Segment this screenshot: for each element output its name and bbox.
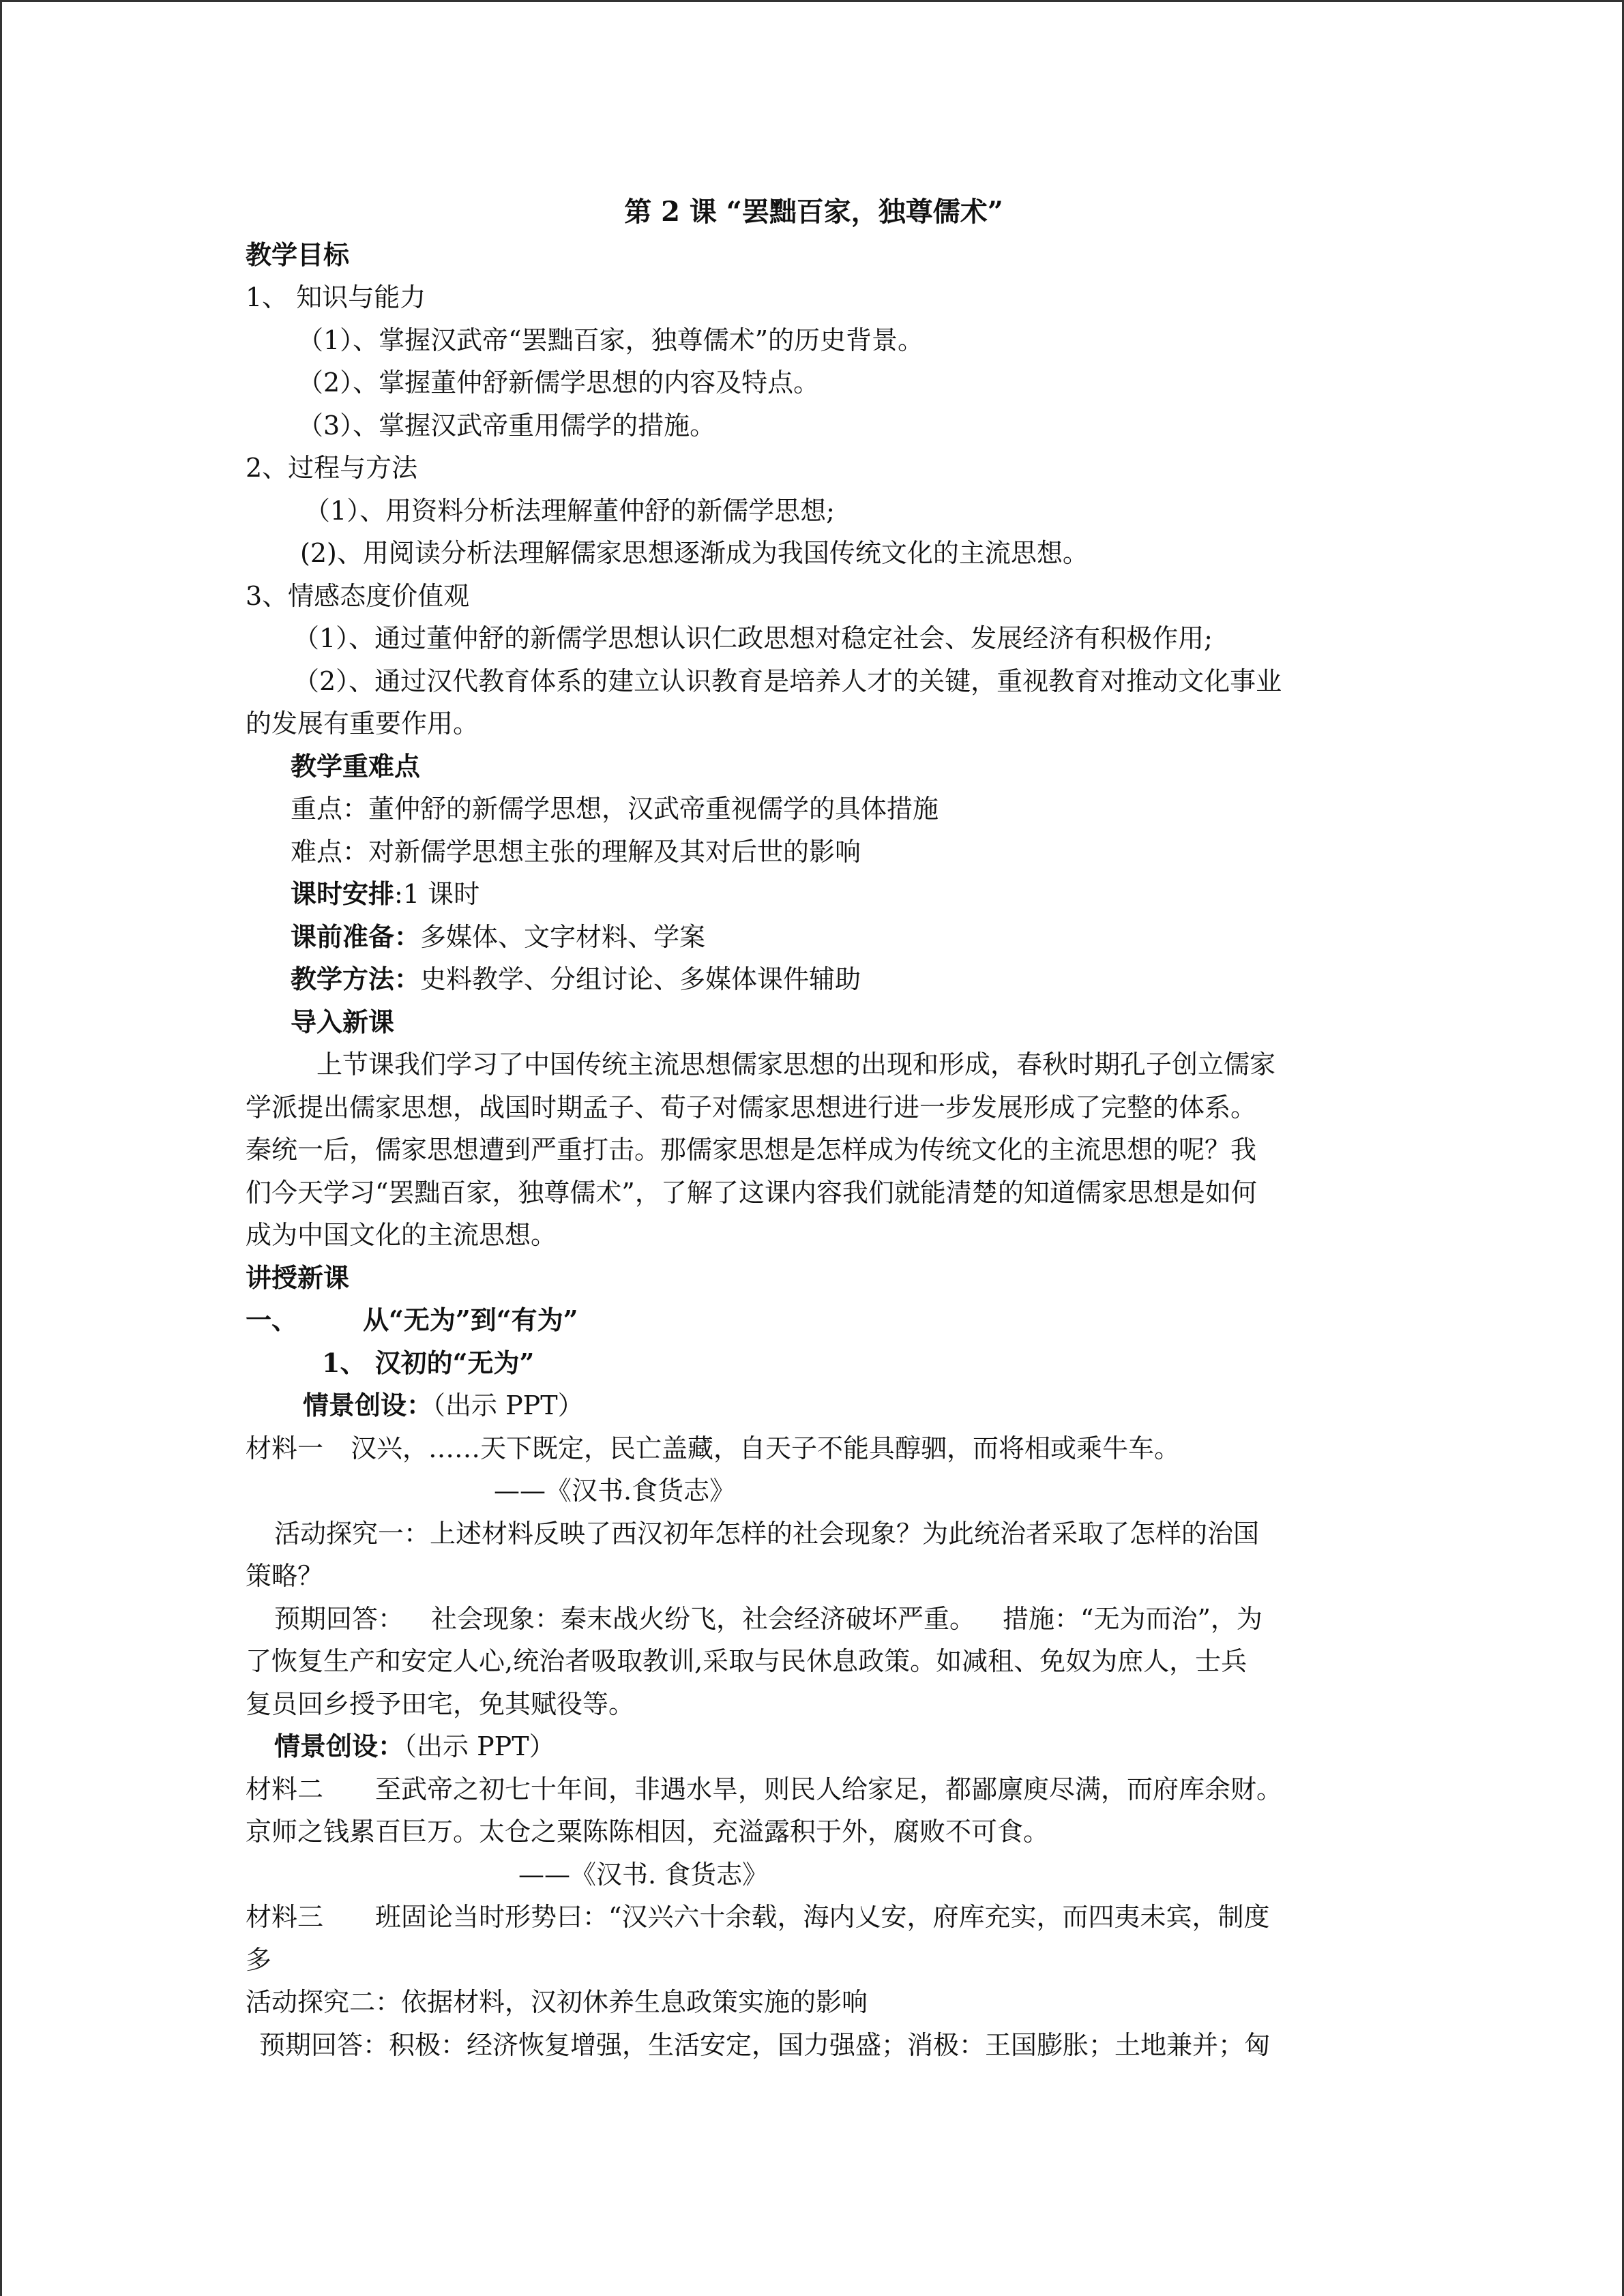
method-label: 教学方法： (291, 964, 421, 994)
material-text-line: 多 (246, 1944, 272, 1975)
method-row (246, 958, 1382, 1001)
subsection-heading: 1、 汉初的“无为” (322, 1347, 535, 1378)
lesson-title: 第 2 课 “罢黜百家，独尊儒术” (624, 196, 1003, 228)
material-source: ——《汉书. 食货志》 (518, 1859, 769, 1890)
section-heading (246, 1299, 1382, 1342)
key-focus: 重点：董仲舒的新儒学思想，汉武帝重视儒学的具体措施 (291, 794, 939, 824)
schedule-row (246, 873, 1382, 916)
objectives-heading: 教学目标 (246, 239, 350, 270)
material-text: 至武帝之初七十年间，非遇水旱，则民人给家足，都鄙廪庾尽满，而府库余财。 (375, 1774, 1283, 1804)
scene-row (246, 1384, 1382, 1427)
scene-label: 情景创设： (303, 1390, 433, 1420)
intro-paragraph-line: 们今天学习“罢黜百家，独尊儒术”，了解了这课内容我们就能清楚的知道儒家思想是如何 (246, 1177, 1257, 1208)
section-title: 从“无为”到“有为” (363, 1304, 578, 1335)
schedule-value: :1 课时 (394, 879, 480, 909)
knowledge-item: （3）、掌握汉武帝重用儒学的措施。 (297, 410, 716, 441)
key-difficulty: 难点：对新儒学思想主张的理解及其对后世的影响 (291, 836, 861, 867)
schedule-label: 课时安排 (291, 878, 395, 909)
material-label: 材料一 (246, 1433, 324, 1463)
process-heading: 2、过程与方法 (246, 453, 418, 483)
key-points-heading: 教学重难点 (291, 750, 421, 781)
answer-text: 社会现象：秦末战火纷飞，社会经济破坏严重。 (431, 1603, 976, 1634)
knowledge-item: （2）、掌握董仲舒新儒学思想的内容及特点。 (297, 368, 820, 398)
material-label: 材料三 (246, 1902, 324, 1932)
preparation-value: 多媒体、文字材料、学案 (420, 921, 706, 952)
document-body (246, 191, 1382, 2066)
intro-heading: 导入新课 (291, 1006, 395, 1037)
knowledge-heading: 1、 知识与能力 (246, 282, 426, 312)
intro-paragraph-line: 上节课我们学习了中国传统主流思想儒家思想的出现和形成，春秋时期孔子创立儒家 (316, 1049, 1276, 1079)
section-number: 一、 (246, 1304, 298, 1335)
scene-value: （出示 PPT） (404, 1731, 555, 1761)
material-text-line: 京师之钱累百巨万。太仓之粟陈陈相因，充溢露积于外，腐败不可食。 (246, 1817, 1050, 1847)
scene-value: （出示 PPT） (432, 1390, 584, 1420)
material-text: 班固论当时形势曰：“汉兴六十余载，海内乂安，府库充实，而四夷未宾，制度 (375, 1902, 1270, 1932)
preparation-label: 课前准备： (291, 921, 421, 952)
activity-question-continued: 策略？ (246, 1561, 324, 1591)
values-item-continued: 的发展有重要作用。 (246, 709, 479, 739)
intro-paragraph-line: 学派提出儒家思想，战国时期孟子、荀子对儒家思想进行进一步发展形成了完整的体系。 (246, 1092, 1257, 1122)
process-item: （1）、用资料分析法理解董仲舒的新儒学思想; (304, 495, 835, 526)
scene-label: 情景创设： (274, 1731, 404, 1761)
material-three (246, 1896, 1382, 1939)
intro-paragraph-line: 成为中国文化的主流思想。 (246, 1220, 557, 1250)
expected-answer: 预期回答：积极：经济恢复增强，生活安定，国力强盛；消极：王国膨胀；土地兼并；匈 (259, 2029, 1271, 2060)
values-item: （2）、通过汉代教育体系的建立认识教育是培养人才的关键，重视教育对推动文化事业 (293, 666, 1282, 696)
expected-answer (246, 1598, 1382, 1641)
preparation-row (246, 916, 1382, 959)
material-label: 材料二 (246, 1774, 324, 1804)
knowledge-item: （1）、掌握汉武帝“罢黜百家，独尊儒术”的历史背景。 (297, 325, 924, 355)
scene-row (246, 1725, 1382, 1768)
material-source: ——《汉书.食货志》 (494, 1476, 736, 1506)
new-lesson-heading: 讲授新课 (246, 1262, 350, 1293)
answer-line: 了恢复生产和安定人心,统治者吸取教训,采取与民休息政策。如减租、免奴为庶人，士兵 (246, 1646, 1247, 1676)
answer-line: 复员回乡授予田宅，免其赋役等。 (246, 1688, 635, 1719)
answer-label: 预期回答： (274, 1603, 404, 1634)
values-heading: 3、情感态度价值观 (246, 580, 470, 611)
activity-question: 活动探究一：上述材料反映了西汉初年怎样的社会现象？为此统治者采取了怎样的治国 (274, 1518, 1260, 1549)
material-two (246, 1768, 1382, 1811)
material-text: 汉兴，……天下既定，民亡盖藏，自天子不能具醇驷，而将相或乘牛车。 (351, 1433, 1181, 1463)
activity-question: 活动探究二：依据材料，汉初休养生息政策实施的影响 (246, 1987, 868, 2017)
intro-paragraph-line: 秦统一后，儒家思想遭到严重打击。那儒家思想是怎样成为传统文化的主流思想的呢？我 (246, 1135, 1257, 1165)
method-value: 史料教学、分组讨论、多媒体课件辅助 (420, 964, 861, 994)
process-item: (2)、用阅读分析法理解儒家思想逐渐成为我国传统文化的主流思想。 (300, 538, 1089, 568)
answer-text: 措施：“无为而治”，为 (1003, 1603, 1263, 1634)
material-one (246, 1427, 1382, 1470)
values-item: （1）、通过董仲舒的新儒学思想认识仁政思想对稳定社会、发展经济有积极作用; (293, 623, 1213, 653)
